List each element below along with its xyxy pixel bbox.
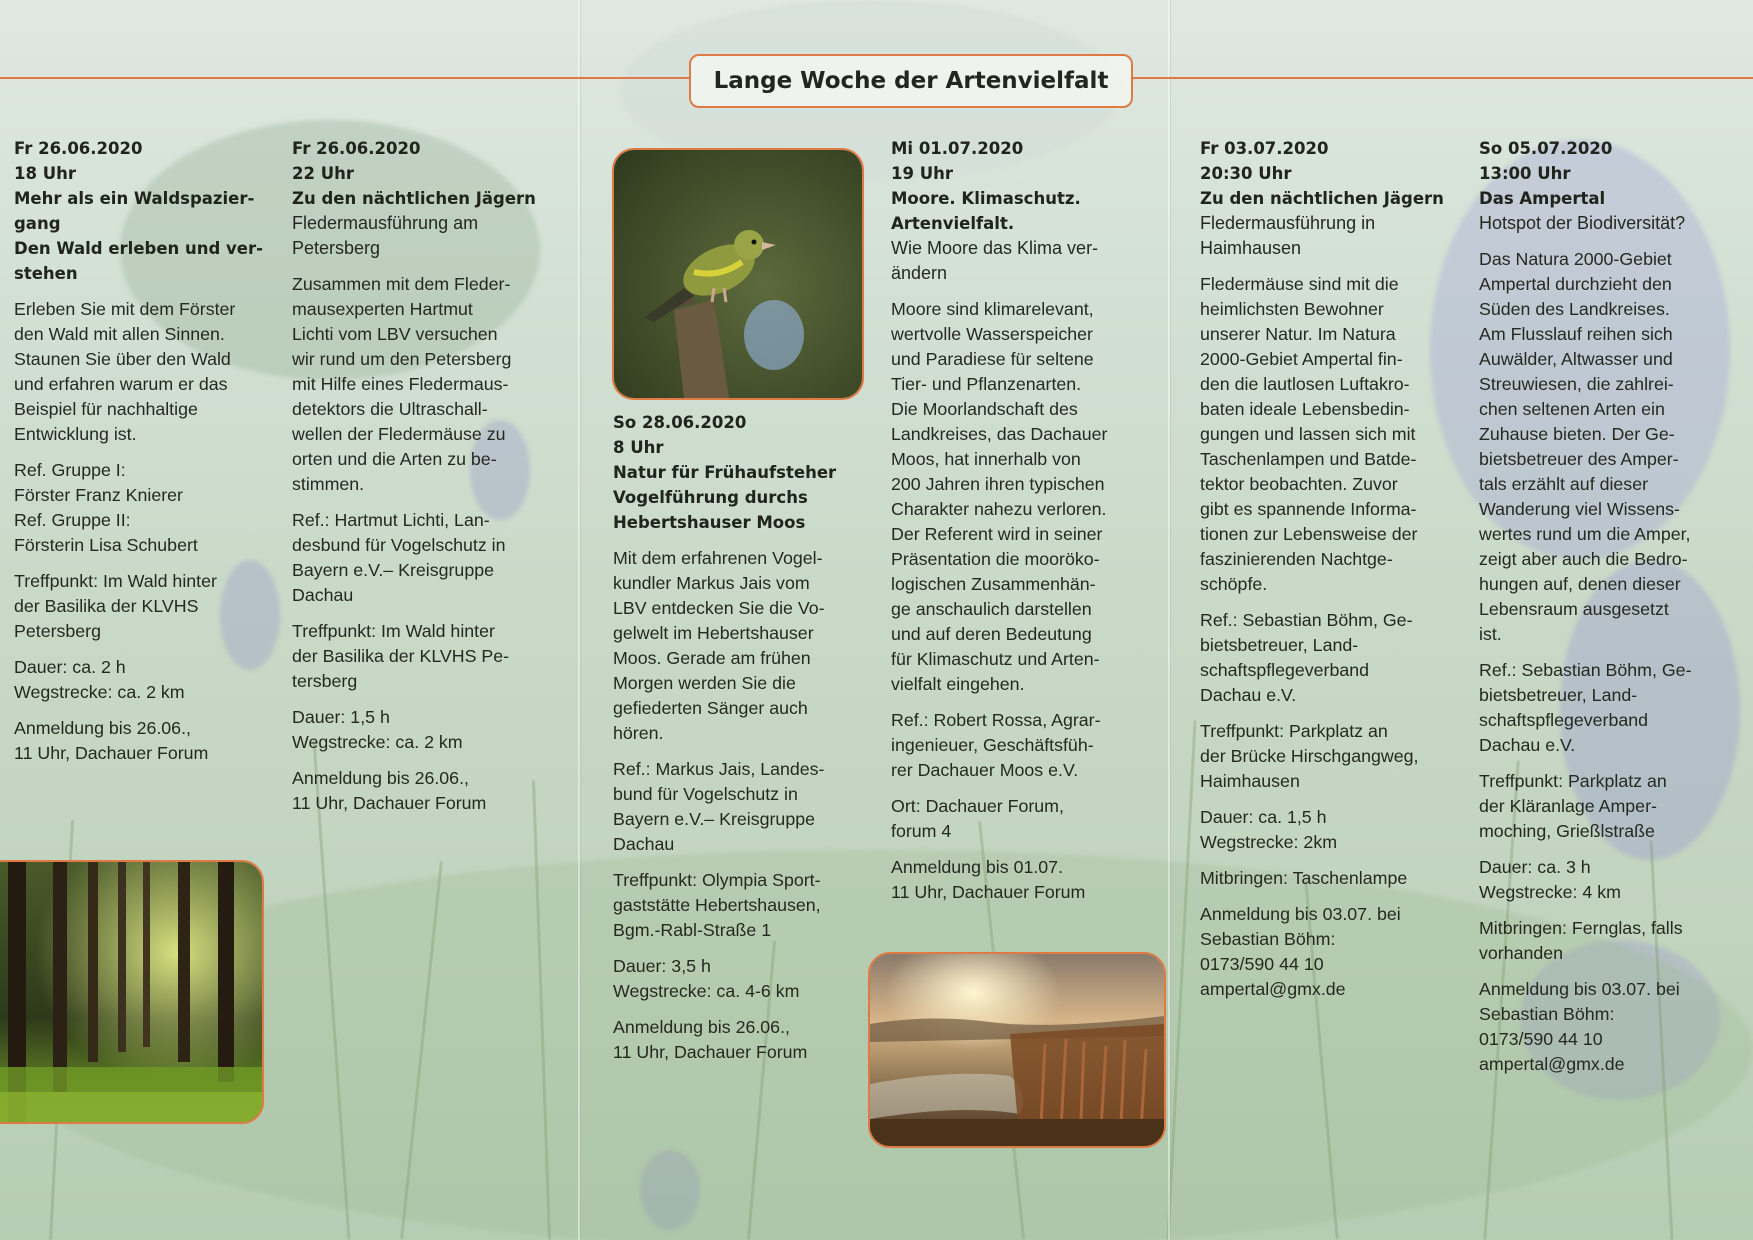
event-heading: Moore. Klimaschutz. — [891, 189, 1081, 208]
event-description: Das Natura 2000-Gebiet Ampertal durchzieht den Süden des Landkreises. Am Flusslauf reihen sich Auwälder, Altwasser und Streuwiesen, die zahlrei- chen seltenen Arten ein Zuhause bieten. Der Ge- bietsbetreuer des Amper- tals erzählt auf dieser Wanderung viel Wissens- wertes rund um die Amper, zeigt aber auch die Bedro- hungen auf, denen dieser Lebensraum ausgesetzt ist. — [1479, 249, 1691, 644]
event-referent: Ref.: Sebastian Böhm, Ge- bietsbetreuer, Land- schaftspflegeverband Dachau e.V. — [1200, 610, 1413, 705]
event-heading: Zu den nächtlichen Jägern — [292, 189, 536, 208]
event-meeting-point: Treffpunkt: Im Wald hinter der Basilika der KLVHS Pe- tersberg — [292, 621, 510, 691]
header-rule-left — [0, 77, 689, 79]
header-rule-right — [1131, 77, 1753, 79]
event-time: 13:00 Uhr — [1479, 164, 1571, 183]
page-fold — [1168, 0, 1170, 1240]
page-fold — [578, 0, 580, 1240]
event-time: 18 Uhr — [14, 164, 76, 183]
event-registration: Anmeldung bis 03.07. bei Sebastian Böhm: 0173/590 44 10 ampertal@gmx.de — [1479, 979, 1680, 1074]
event-date: So 28.06.2020 — [613, 413, 747, 432]
event-duration: Dauer: ca. 2 h Wegstrecke: ca. 2 km — [14, 657, 185, 702]
event-meeting-point: Treffpunkt: Parkplatz an der Brücke Hirschgangweg, Haimhausen — [1200, 721, 1419, 791]
event-registration: Anmeldung bis 03.07. bei Sebastian Böhm: 0173/590 44 10 ampertal@gmx.de — [1200, 904, 1401, 999]
event-duration: Dauer: ca. 1,5 h Wegstrecke: 2km — [1200, 807, 1338, 852]
event-description: Erleben Sie mit dem Förster den Wald mit allen Sinnen. Staunen Sie über den Wald und erfahren warum er das Beispiel für nachhaltige Entwicklung ist. — [14, 299, 236, 444]
event-subheading: ändern — [891, 263, 948, 283]
event-column-6 — [1479, 136, 1747, 1088]
event-registration: Anmeldung bis 01.07. 11 Uhr, Dachauer Forum — [891, 857, 1086, 902]
event-bring: Mitbringen: Fernglas, falls vorhanden — [1479, 918, 1683, 963]
event-subheading: Fledermausführung am — [292, 213, 479, 233]
event-heading: gang — [14, 214, 61, 233]
event-date: Fr 03.07.2020 — [1200, 139, 1329, 158]
event-registration: Anmeldung bis 26.06., 11 Uhr, Dachauer Forum — [14, 718, 209, 763]
event-date: Fr 26.06.2020 — [14, 139, 143, 158]
event-column-1 — [14, 136, 282, 777]
event-referent: Ref.: Robert Rossa, Agrar- ingenieuer, Geschäftsfüh- rer Dachauer Moos e.V. — [891, 710, 1101, 780]
event-column-3 — [613, 410, 881, 1076]
event-heading: Zu den nächtlichen Jägern — [1200, 189, 1444, 208]
event-duration: Dauer: 1,5 h Wegstrecke: ca. 2 km — [292, 707, 463, 752]
moor-photo — [868, 952, 1166, 1148]
event-time: 20:30 Uhr — [1200, 164, 1292, 183]
event-referent: Ref.: Markus Jais, Landes- bund für Vogelschutz in Bayern e.V.– Kreisgruppe Dachau — [613, 759, 825, 854]
event-time: 8 Uhr — [613, 438, 664, 457]
event-heading: Natur für Frühaufsteher — [613, 463, 837, 482]
event-date: Mi 01.07.2020 — [891, 139, 1024, 158]
event-referent: Ref.: Hartmut Lichti, Lan- desbund für Vogelschutz in Bayern e.V.– Kreisgruppe Dachau — [292, 510, 506, 605]
event-location: Ort: Dachauer Forum, forum 4 — [891, 796, 1064, 841]
event-subheading: Petersberg — [292, 238, 381, 258]
event-description: Mit dem erfahrenen Vogel- kundler Markus Jais vom LBV entdecken Sie die Vo- gelwelt im Hebertshauser Moos. Gerade am frühen Morgen werden Sie die gefiederten Sänger auch hören. — [613, 548, 825, 743]
event-column-5 — [1200, 136, 1468, 1013]
page-title: Lange Woche der Artenvielfalt — [689, 54, 1133, 108]
event-referent: Ref. Gruppe I: Förster Franz Knierer Ref. Gruppe II: Försterin Lisa Schubert — [14, 460, 198, 555]
event-subheading: Haimhausen — [1200, 238, 1302, 258]
event-referent: Ref.: Sebastian Böhm, Ge- bietsbetreuer, Land- schaftspflegeverband Dachau e.V. — [1479, 660, 1692, 755]
event-time: 22 Uhr — [292, 164, 354, 183]
event-heading: Das Ampertal — [1479, 189, 1606, 208]
event-meeting-point: Treffpunkt: Olympia Sport- gaststätte Hebertshausen, Bgm.-Rabl-Straße 1 — [613, 870, 821, 940]
event-registration: Anmeldung bis 26.06., 11 Uhr, Dachauer Forum — [292, 768, 487, 813]
event-column-2 — [292, 136, 560, 827]
event-date: Fr 26.06.2020 — [292, 139, 421, 158]
forest-photo — [0, 860, 264, 1124]
event-heading: Mehr als ein Waldspazier- — [14, 189, 255, 208]
event-subheading: Wie Moore das Klima ver- — [891, 238, 1099, 258]
event-bring: Mitbringen: Taschenlampe — [1200, 868, 1408, 888]
event-meeting-point: Treffpunkt: Im Wald hinter der Basilika der KLVHS Petersberg — [14, 571, 217, 641]
event-heading: Artenvielfalt. — [891, 214, 1015, 233]
event-date: So 05.07.2020 — [1479, 139, 1613, 158]
event-duration: Dauer: 3,5 h Wegstrecke: ca. 4-6 km — [613, 956, 800, 1001]
event-description: Zusammen mit dem Fleder- mausexperten Hartmut Lichti vom LBV versuchen wir rund um den Petersberg mit Hilfe eines Fledermaus- detektors die Ultraschall- wellen der Fledermäuse zu orten und die Arten zu be- stimmen. — [292, 274, 512, 494]
event-subheading: Hebertshauser Moos — [613, 513, 806, 532]
event-subheading: Den Wald erleben und ver- — [14, 239, 263, 258]
event-subheading: Hotspot der Biodiversität? — [1479, 213, 1686, 233]
event-subheading: stehen — [14, 264, 78, 283]
event-description: Moore sind klimarelevant, wertvolle Wasserspeicher und Paradiese für seltene Tier- und Pflanzenarten. Die Moorlandschaft des Landkreises, das Dachauer Moos, hat innerhalb von 200 Jahren ihren typischen Charakter nahezu verloren. Der Referent wird in seiner Präsentation die mooröko- logischen Zusammenhän- ge anschaulich darstellen und auf deren Bedeutung für Klimaschutz und Arten- vielfalt eingehen. — [891, 299, 1108, 694]
event-description: Fledermäuse sind mit die heimlichsten Bewohner unserer Natur. Im Natura 2000-Gebiet Ampertal fin- den die lautlosen Luftakro- baten ideale Lebensbedin- gungen und lassen sich mit Taschenlampen und Batde- tektor beobachten. Zuvor gibt es spannende Informa- tionen zur Lebensweise der faszinierenden Nachtge- schöpfe. — [1200, 274, 1418, 594]
event-registration: Anmeldung bis 26.06., 11 Uhr, Dachauer Forum — [613, 1017, 808, 1062]
event-column-4 — [891, 136, 1159, 916]
event-subheading: Fledermausführung in — [1200, 213, 1376, 233]
bird-photo — [612, 148, 864, 400]
event-meeting-point: Treffpunkt: Parkplatz an der Kläranlage Amper- moching, Grießlstraße — [1479, 771, 1667, 841]
event-subheading: Vogelführung durchs — [613, 488, 808, 507]
event-duration: Dauer: ca. 3 h Wegstrecke: 4 km — [1479, 857, 1621, 902]
event-time: 19 Uhr — [891, 164, 953, 183]
